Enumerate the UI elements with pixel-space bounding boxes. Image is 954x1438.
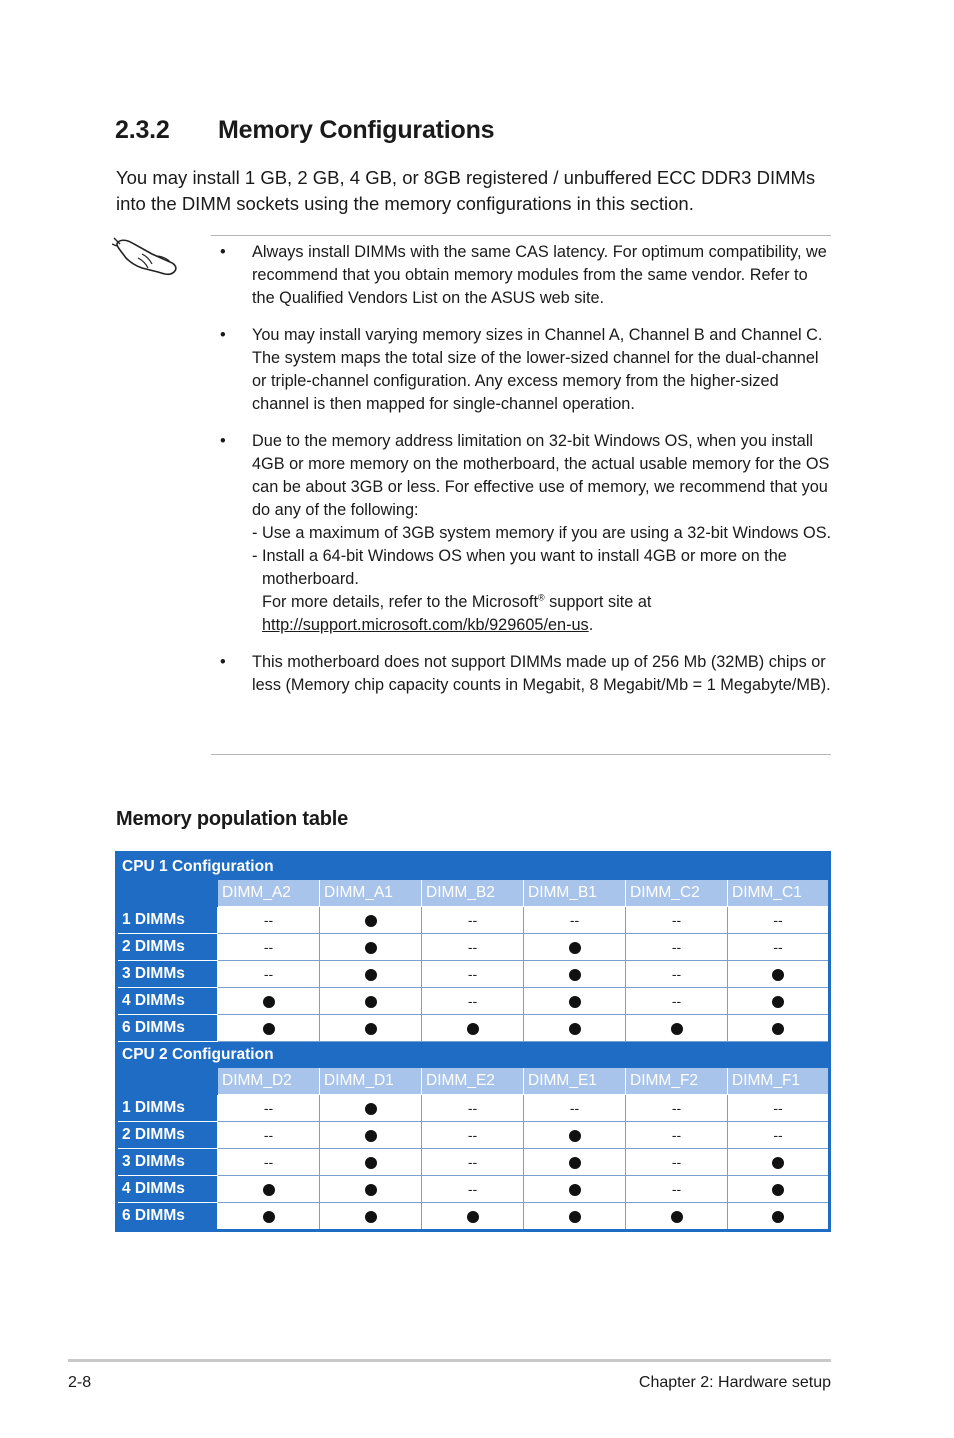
populated-dot-icon bbox=[569, 942, 581, 954]
empty-cell: -- bbox=[728, 934, 830, 961]
populated-dot-icon bbox=[772, 1023, 784, 1035]
populated-dot-icon bbox=[365, 1157, 377, 1169]
populated-dot-icon bbox=[365, 1184, 377, 1196]
hand-pointer-icon bbox=[112, 232, 182, 280]
section-heading bbox=[115, 116, 494, 145]
populated-cell bbox=[320, 907, 422, 934]
populated-dot-icon bbox=[772, 1184, 784, 1196]
note-item-cas-latency bbox=[211, 241, 833, 310]
row-label: 3 DIMMs bbox=[117, 961, 218, 988]
populated-cell bbox=[524, 934, 626, 961]
row-label: 2 DIMMs bbox=[117, 1122, 218, 1149]
slot-header: DIMM_A2 bbox=[218, 880, 320, 907]
chapter-label: Chapter 2: Hardware setup bbox=[638, 1374, 831, 1391]
populated-dot-icon bbox=[671, 1211, 683, 1223]
populated-cell bbox=[218, 1176, 320, 1203]
empty-cell: -- bbox=[728, 1122, 830, 1149]
note-bottom-rule bbox=[211, 754, 831, 755]
table-row bbox=[117, 1149, 830, 1176]
populated-cell bbox=[626, 1015, 728, 1042]
note-item-256mb-chips bbox=[211, 651, 833, 697]
populated-dot-icon bbox=[365, 1130, 377, 1142]
populated-dot-icon bbox=[365, 1023, 377, 1035]
populated-dot-icon bbox=[365, 915, 377, 927]
populated-dot-icon bbox=[365, 942, 377, 954]
header-corner bbox=[117, 880, 218, 907]
populated-dot-icon bbox=[263, 1211, 275, 1223]
table-row bbox=[117, 934, 830, 961]
populated-cell bbox=[320, 934, 422, 961]
note-details bbox=[252, 591, 833, 614]
populated-cell bbox=[524, 1176, 626, 1203]
header-corner bbox=[117, 1068, 218, 1095]
table-row bbox=[117, 1122, 830, 1149]
populated-cell bbox=[218, 1015, 320, 1042]
populated-dot-icon bbox=[263, 1023, 275, 1035]
note-text: Always install DIMMs with the same CAS latency. For optimum compatibility, we recommend that you obtain memory modules from the same vendor. Refer to the Qualified Vendors List on the ASUS web site. bbox=[252, 243, 827, 307]
note-text: Due to the memory address limitation on 32-bit Windows OS, when you install 4GB or more memory on the motherboard, the actual usable memory for the OS can be about 3GB or less. For effective use of memory, we recommend that you do any of the following: bbox=[252, 432, 830, 519]
populated-cell bbox=[728, 1176, 830, 1203]
slot-header: DIMM_F2 bbox=[626, 1068, 728, 1095]
note-item-memory-sizes bbox=[211, 324, 833, 416]
row-label: 1 DIMMs bbox=[117, 1095, 218, 1122]
populated-cell bbox=[728, 1149, 830, 1176]
populated-cell bbox=[524, 1015, 626, 1042]
table-title: Memory population table bbox=[116, 808, 349, 830]
memory-population-table bbox=[115, 851, 831, 1232]
details-text-end: support site at bbox=[544, 593, 652, 611]
row-label: 4 DIMMs bbox=[117, 988, 218, 1015]
row-label: 2 DIMMs bbox=[117, 934, 218, 961]
microsoft-support-link[interactable]: http://support.microsoft.com/kb/929605/en-us bbox=[262, 616, 589, 634]
table-body bbox=[117, 853, 830, 1231]
populated-cell bbox=[320, 1015, 422, 1042]
empty-cell: -- bbox=[422, 1095, 524, 1122]
populated-cell bbox=[422, 1015, 524, 1042]
empty-cell: -- bbox=[626, 961, 728, 988]
row-label: 1 DIMMs bbox=[117, 907, 218, 934]
populated-cell bbox=[218, 988, 320, 1015]
empty-cell: -- bbox=[626, 934, 728, 961]
row-label: 6 DIMMs bbox=[117, 1015, 218, 1042]
populated-cell bbox=[626, 1203, 728, 1231]
empty-cell: -- bbox=[218, 1095, 320, 1122]
cpu2-slot-header-row bbox=[117, 1068, 830, 1095]
populated-cell bbox=[728, 961, 830, 988]
table-row bbox=[117, 1095, 830, 1122]
section-title: Memory Configurations bbox=[218, 116, 495, 144]
populated-cell bbox=[320, 1176, 422, 1203]
slot-header: DIMM_E2 bbox=[422, 1068, 524, 1095]
populated-dot-icon bbox=[772, 996, 784, 1008]
slot-header: DIMM_E1 bbox=[524, 1068, 626, 1095]
cpu1-title-row bbox=[117, 853, 830, 880]
empty-cell: -- bbox=[524, 1095, 626, 1122]
empty-cell: -- bbox=[218, 934, 320, 961]
populated-cell bbox=[728, 1203, 830, 1231]
slot-header: DIMM_C2 bbox=[626, 880, 728, 907]
empty-cell: -- bbox=[626, 1122, 728, 1149]
slot-header: DIMM_B1 bbox=[524, 880, 626, 907]
populated-dot-icon bbox=[569, 1157, 581, 1169]
slot-header: DIMM_B2 bbox=[422, 880, 524, 907]
empty-cell: -- bbox=[422, 907, 524, 934]
populated-dot-icon bbox=[569, 1184, 581, 1196]
cpu1-slot-header-row bbox=[117, 880, 830, 907]
populated-dot-icon bbox=[772, 1211, 784, 1223]
populated-cell bbox=[320, 1203, 422, 1231]
empty-cell: -- bbox=[422, 1176, 524, 1203]
row-label: 6 DIMMs bbox=[117, 1203, 218, 1231]
populated-dot-icon bbox=[772, 969, 784, 981]
empty-cell: -- bbox=[422, 988, 524, 1015]
row-label: 4 DIMMs bbox=[117, 1176, 218, 1203]
empty-cell: -- bbox=[422, 1149, 524, 1176]
populated-cell bbox=[320, 1095, 422, 1122]
table-row bbox=[117, 961, 830, 988]
populated-dot-icon bbox=[569, 1023, 581, 1035]
populated-cell bbox=[218, 1203, 320, 1231]
bullet: • bbox=[220, 326, 226, 344]
empty-cell: -- bbox=[728, 1095, 830, 1122]
populated-dot-icon bbox=[569, 1211, 581, 1223]
note-list bbox=[211, 241, 833, 711]
populated-cell bbox=[728, 988, 830, 1015]
populated-cell bbox=[320, 988, 422, 1015]
empty-cell: -- bbox=[626, 1095, 728, 1122]
slot-header: DIMM_F1 bbox=[728, 1068, 830, 1095]
populated-dot-icon bbox=[365, 969, 377, 981]
populated-cell bbox=[422, 1203, 524, 1231]
empty-cell: -- bbox=[422, 934, 524, 961]
populated-cell bbox=[524, 961, 626, 988]
note-item-32bit-limit bbox=[211, 430, 833, 637]
table-row bbox=[117, 1203, 830, 1231]
populated-dot-icon bbox=[365, 1211, 377, 1223]
table-row bbox=[117, 1176, 830, 1203]
empty-cell: -- bbox=[218, 1149, 320, 1176]
section-number: 2.3.2 bbox=[115, 116, 170, 144]
empty-cell: -- bbox=[626, 907, 728, 934]
cpu2-configuration-title: CPU 2 Configuration bbox=[117, 1042, 830, 1068]
note-text: This motherboard does not support DIMMs made up of 256 Mb (32MB) chips or less (Memory chip capacity counts in Megabit, 8 Megabit/Mb = 1 Megabyte/MB). bbox=[252, 653, 831, 694]
empty-cell: -- bbox=[728, 907, 830, 934]
page-number: 2-8 bbox=[68, 1374, 92, 1391]
empty-cell: -- bbox=[422, 1122, 524, 1149]
populated-dot-icon bbox=[263, 1184, 275, 1196]
empty-cell: -- bbox=[218, 907, 320, 934]
slot-header: DIMM_A1 bbox=[320, 880, 422, 907]
registered-mark: ® bbox=[537, 592, 545, 603]
empty-cell: -- bbox=[626, 988, 728, 1015]
populated-dot-icon bbox=[569, 969, 581, 981]
table-row bbox=[117, 988, 830, 1015]
cpu2-title-row bbox=[117, 1042, 830, 1068]
empty-cell: -- bbox=[218, 961, 320, 988]
table-row bbox=[117, 907, 830, 934]
populated-cell bbox=[320, 1149, 422, 1176]
populated-dot-icon bbox=[772, 1157, 784, 1169]
populated-dot-icon bbox=[569, 996, 581, 1008]
bullet: • bbox=[220, 243, 226, 261]
populated-dot-icon bbox=[671, 1023, 683, 1035]
note-text: You may install varying memory sizes in Channel A, Channel B and Channel C. The system maps the total size of the lower-sized channel for the dual-channel or triple-channel configuration. Any excess memory from the higher-sized channel is then mapped for single-channel operation. bbox=[252, 326, 823, 413]
bullet: • bbox=[220, 432, 226, 450]
note-subitem-64bit: - Install a 64-bit Windows OS when you want to install 4GB or more on the motherboard. bbox=[252, 547, 787, 588]
table-row bbox=[117, 1015, 830, 1042]
populated-cell bbox=[524, 1203, 626, 1231]
populated-cell bbox=[524, 1149, 626, 1176]
empty-cell: -- bbox=[626, 1149, 728, 1176]
populated-dot-icon bbox=[365, 1103, 377, 1115]
note-top-rule bbox=[211, 235, 831, 236]
populated-cell bbox=[320, 961, 422, 988]
slot-header: DIMM_D2 bbox=[218, 1068, 320, 1095]
link-period: . bbox=[588, 616, 594, 634]
populated-cell bbox=[728, 1015, 830, 1042]
populated-dot-icon bbox=[365, 996, 377, 1008]
populated-cell bbox=[524, 1122, 626, 1149]
empty-cell: -- bbox=[218, 1122, 320, 1149]
footer-rule bbox=[68, 1359, 831, 1362]
note-link-line bbox=[252, 614, 833, 637]
details-text: For more details, refer to the Microsoft bbox=[262, 593, 538, 611]
note-subitem-3gb: - Use a maximum of 3GB system memory if you are using a 32-bit Windows OS. bbox=[252, 524, 832, 542]
populated-dot-icon bbox=[467, 1023, 479, 1035]
empty-cell: -- bbox=[626, 1176, 728, 1203]
populated-dot-icon bbox=[467, 1211, 479, 1223]
row-label: 3 DIMMs bbox=[117, 1149, 218, 1176]
slot-header: DIMM_C1 bbox=[728, 880, 830, 907]
bullet: • bbox=[220, 653, 226, 671]
empty-cell: -- bbox=[524, 907, 626, 934]
empty-cell: -- bbox=[422, 961, 524, 988]
populated-cell bbox=[524, 988, 626, 1015]
intro-paragraph: You may install 1 GB, 2 GB, 4 GB, or 8GB registered / unbuffered ECC DDR3 DIMMs into the DIMM sockets using the memory configurations in this section. bbox=[116, 167, 816, 214]
cpu1-configuration-title: CPU 1 Configuration bbox=[117, 853, 830, 880]
populated-dot-icon bbox=[569, 1130, 581, 1142]
slot-header: DIMM_D1 bbox=[320, 1068, 422, 1095]
populated-dot-icon bbox=[263, 996, 275, 1008]
populated-cell bbox=[320, 1122, 422, 1149]
